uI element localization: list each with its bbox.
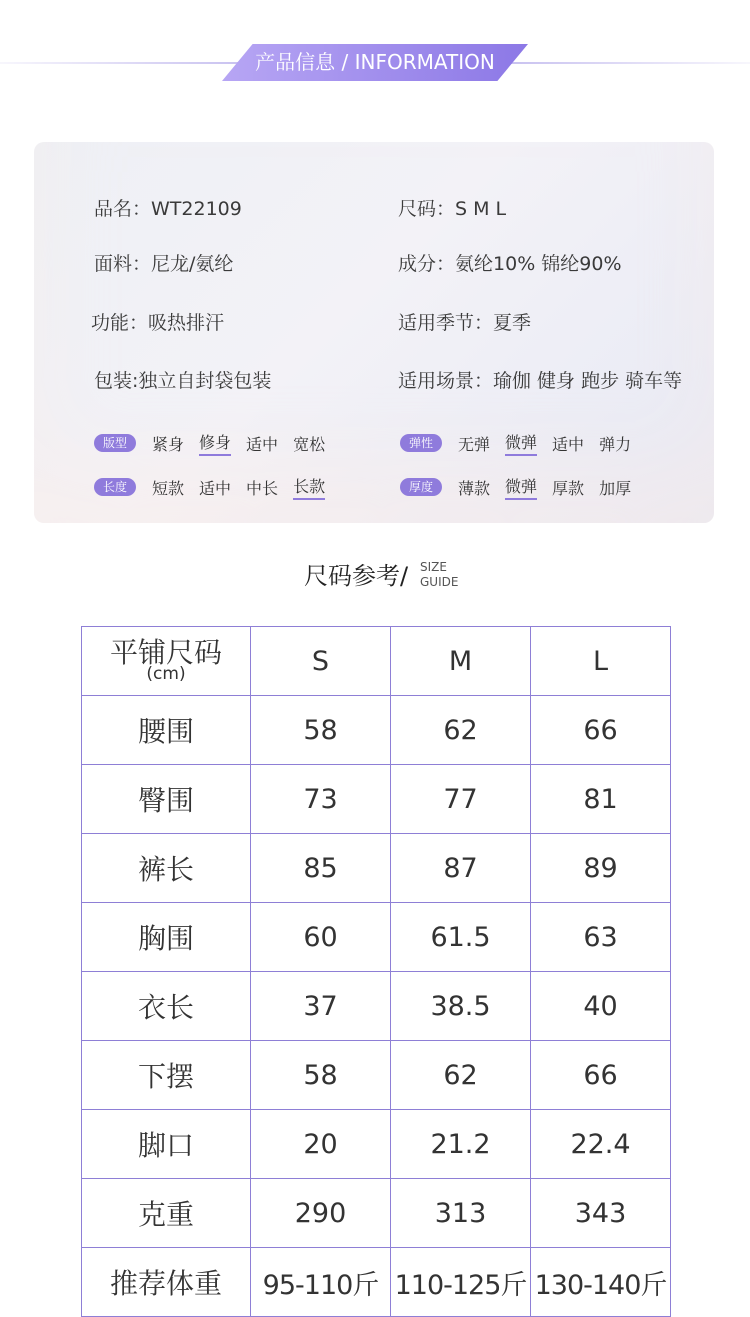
table-cell: 66: [531, 696, 671, 765]
row-label: 克重: [82, 1179, 251, 1248]
row-label: 衣长: [82, 972, 251, 1041]
table-cell: 110-125斤: [391, 1248, 531, 1317]
table-cell: 38.5: [391, 972, 531, 1041]
row-label: 腰围: [82, 696, 251, 765]
attr-thickness-option: 厚款: [552, 478, 585, 498]
attr-elasticity: [400, 430, 646, 456]
attr-elasticity-option: 适中: [552, 434, 585, 454]
table-cell: 62: [391, 1041, 531, 1110]
table-cell: 20: [251, 1110, 391, 1179]
info-function-value: 吸热排汗: [148, 312, 225, 334]
table-cell: 58: [251, 1041, 391, 1110]
table-cell: 95-110斤: [251, 1248, 391, 1317]
attr-fit-option: 适中: [246, 434, 279, 454]
info-name: [94, 194, 242, 221]
attr-elasticity-option: 无弹: [458, 434, 491, 454]
table-cell: 77: [391, 765, 531, 834]
size-guide-subtitle-line1: SIZE: [420, 560, 447, 574]
table-row: [82, 1179, 671, 1248]
size-guide-subtitle: [420, 560, 458, 590]
header-divider-right: [510, 62, 750, 64]
table-header-label-cell: [82, 627, 251, 696]
info-scene: [398, 366, 682, 393]
table-cell: 62: [391, 696, 531, 765]
table-header-size: S: [251, 627, 391, 696]
attr-fit-option: 宽松: [293, 434, 326, 454]
table-cell: 61.5: [391, 903, 531, 972]
attr-length: [94, 474, 340, 500]
table-cell: 73: [251, 765, 391, 834]
row-label: 下摆: [82, 1041, 251, 1110]
header-divider-left: [0, 62, 240, 64]
info-composition: [398, 249, 622, 276]
table-row: [82, 696, 671, 765]
attr-length-option: 中长: [246, 478, 279, 498]
info-fabric-value: 尼龙/氨纶: [151, 253, 234, 275]
attr-thickness-option: 薄款: [458, 478, 491, 498]
size-guide-title: 尺码参考/: [304, 562, 409, 590]
table-row: [82, 903, 671, 972]
table-cell: 85: [251, 834, 391, 903]
info-size-label: 尺码：: [398, 198, 456, 220]
attr-thickness-option: 加厚: [599, 478, 632, 498]
info-size-value: S M L: [455, 198, 507, 220]
row-label: 推荐体重: [82, 1248, 251, 1317]
info-scene-value: 瑜伽 健身 跑步 骑车等: [493, 370, 683, 392]
table-header-label: 平铺尺码: [109, 636, 222, 669]
attr-fit: [94, 430, 340, 456]
table-cell: 21.2: [391, 1110, 531, 1179]
attr-length-pill: 长度: [94, 478, 136, 496]
attr-elasticity-pill: 弹性: [400, 434, 442, 452]
product-info-card: [34, 142, 714, 523]
table-cell: 89: [531, 834, 671, 903]
info-fabric-label: 面料：: [94, 253, 152, 275]
size-table: [81, 626, 671, 1317]
info-name-label: 品名：: [94, 198, 152, 220]
table-row: [82, 972, 671, 1041]
info-size: [398, 194, 506, 221]
table-cell: 313: [391, 1179, 531, 1248]
table-cell: 60: [251, 903, 391, 972]
size-guide-subtitle-line2: GUIDE: [420, 575, 459, 589]
info-function: [91, 308, 224, 335]
attr-length-option: 适中: [199, 478, 232, 498]
table-row: [82, 765, 671, 834]
table-row: [82, 1248, 671, 1317]
info-name-value: WT22109: [151, 198, 242, 220]
table-cell: 290: [251, 1179, 391, 1248]
info-package-label: 包装:: [94, 370, 139, 392]
table-cell: 81: [531, 765, 671, 834]
info-season: [398, 308, 531, 335]
table-cell: 130-140斤: [531, 1248, 671, 1317]
section-title: 产品信息 / INFORMATION: [255, 50, 495, 74]
attr-thickness-pill: 厚度: [400, 478, 442, 496]
attr-length-option-selected: 长款: [293, 474, 325, 500]
table-header-unit: (cm): [146, 664, 186, 684]
table-cell: 22.4: [531, 1110, 671, 1179]
table-cell: 37: [251, 972, 391, 1041]
row-label: 裤长: [82, 834, 251, 903]
table-cell: 66: [531, 1041, 671, 1110]
table-row: [82, 1110, 671, 1179]
info-composition-value: 氨纶10% 锦纶90%: [455, 253, 622, 275]
attr-fit-option-selected: 修身: [199, 430, 231, 456]
row-label: 臀围: [82, 765, 251, 834]
row-label: 脚口: [82, 1110, 251, 1179]
table-header-row: [82, 627, 671, 696]
table-row: [82, 834, 671, 903]
info-composition-label: 成分：: [398, 253, 456, 275]
table-cell: 87: [391, 834, 531, 903]
info-season-value: 夏季: [493, 312, 532, 334]
attr-thickness: [400, 474, 646, 500]
info-package: [94, 366, 271, 393]
table-cell: 343: [531, 1179, 671, 1248]
info-scene-label: 适用场景：: [398, 370, 494, 392]
table-cell: 58: [251, 696, 391, 765]
table-row: [82, 1041, 671, 1110]
attr-elasticity-option-selected: 微弹: [505, 430, 537, 456]
attr-fit-pill: 版型: [94, 434, 136, 452]
info-season-label: 适用季节：: [398, 312, 494, 334]
row-label: 胸围: [82, 903, 251, 972]
info-function-label: 功能：: [91, 312, 149, 334]
attr-length-option: 短款: [152, 478, 185, 498]
attr-elasticity-option: 弹力: [599, 434, 632, 454]
table-header-size: M: [391, 627, 531, 696]
info-package-value: 独立自封袋包装: [138, 370, 272, 392]
attr-thickness-option-selected: 微弹: [505, 474, 537, 500]
info-fabric: [94, 249, 233, 276]
table-header-size: L: [531, 627, 671, 696]
table-cell: 63: [531, 903, 671, 972]
attr-fit-option: 紧身: [152, 434, 185, 454]
table-cell: 40: [531, 972, 671, 1041]
